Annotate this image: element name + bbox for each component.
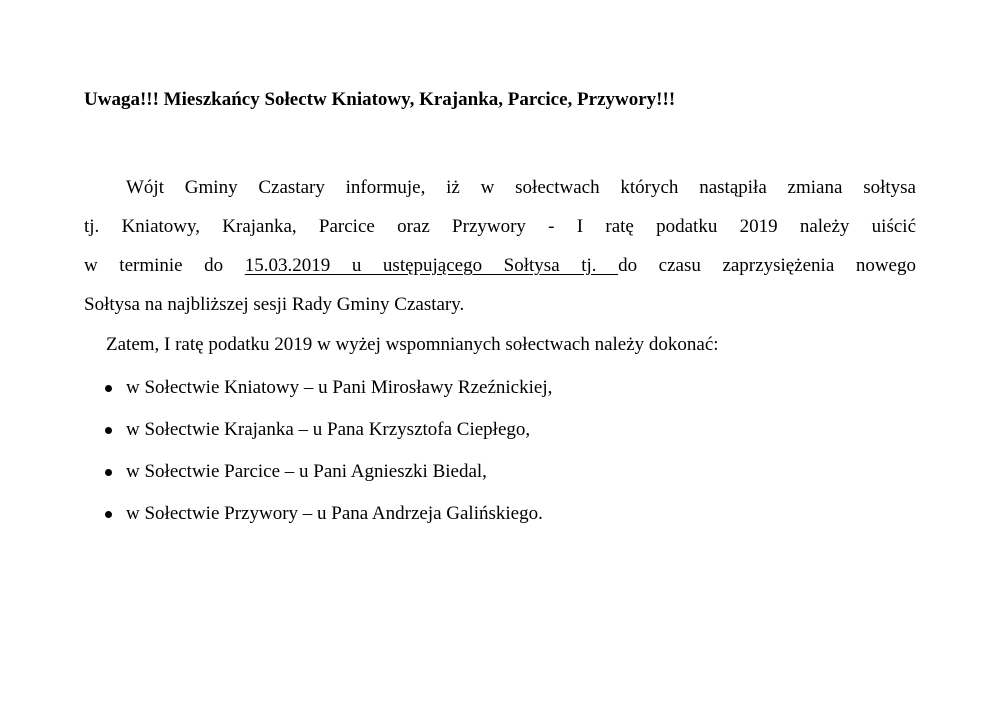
paragraph-line-3-start: w terminie do <box>84 255 245 276</box>
paragraph-line-3 <box>84 246 916 285</box>
list-item <box>84 500 552 542</box>
list-item <box>84 374 552 416</box>
solectwo-list <box>84 374 552 542</box>
list-item-text: w Sołectwie Kniatowy – u Pani Mirosławy Rzeźnickiej, <box>126 377 553 398</box>
paragraph-line-2: tj. Kniatowy, Krajanka, Parcice oraz Przywory - I ratę podatku 2019 należy uiścić <box>84 216 916 237</box>
list-item-text: w Sołectwie Przywory – u Pana Andrzeja Galińskiego. <box>126 503 543 524</box>
list-item-text: w Sołectwie Parcice – u Pani Agnieszki Biedal, <box>126 461 487 482</box>
paragraph-line-1: Wójt Gminy Czastary informuje, iż w sołectwach których nastąpiła zmiana sołtysa <box>126 177 916 198</box>
bullet-icon <box>105 469 112 476</box>
document-page <box>84 0 916 707</box>
document-title: Uwaga!!! Mieszkańcy Sołectw Kniatowy, Krajanka, Parcice, Przywory!!! <box>84 89 676 110</box>
payment-intro: Zatem, I ratę podatku 2019 w wyżej wspomnianych sołectwach należy dokonać: <box>106 334 719 355</box>
bullet-icon <box>105 385 112 392</box>
list-item <box>84 416 552 458</box>
list-item <box>84 458 552 500</box>
bullet-icon <box>105 511 112 518</box>
deadline-underlined-text: 15.03.2019 u ustępującego Sołtysa tj. <box>244 255 619 276</box>
bullet-icon <box>105 427 112 434</box>
announcement-paragraph <box>84 168 916 324</box>
paragraph-line-4: Sołtysa na najbliższej sesji Rady Gminy Czastary. <box>84 294 465 315</box>
paragraph-line-3-end: do czasu zaprzysiężenia nowego <box>618 255 916 276</box>
list-item-text: w Sołectwie Krajanka – u Pana Krzysztofa Ciepłego, <box>126 419 531 440</box>
